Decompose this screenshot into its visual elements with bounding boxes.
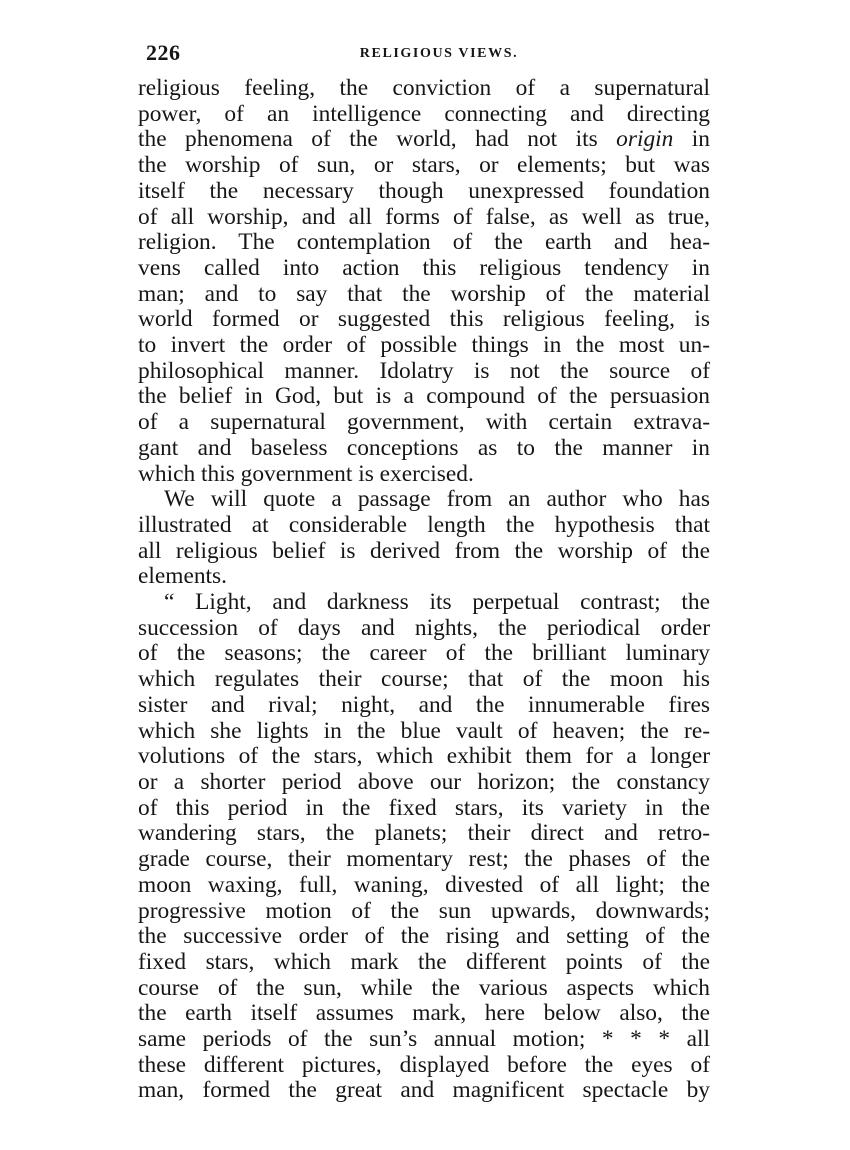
text-line: the worship of sun, or stars, or elements; but was <box>138 152 710 179</box>
text-line: or a shorter period above our horizon; the constancy <box>138 768 710 795</box>
text-line: which regulates their course; that of the moon his <box>138 666 710 693</box>
text-line: fixed stars, which mark the different points of the <box>138 948 710 975</box>
text-line: the earth itself assumes mark, here below also, the <box>138 1000 710 1027</box>
text-line: succession of days and nights, the periodical order <box>138 614 710 641</box>
text-line: course of the sun, while the various aspects which <box>138 974 710 1001</box>
text-line: We will quote a passage from an author who has <box>164 486 710 513</box>
text-line: religious feeling, the conviction of a supernatural <box>138 75 710 101</box>
text-line: progressive motion of the sun upwards, downwards; <box>138 897 710 924</box>
text-line: illustrated at considerable length the hypothesis that <box>138 511 710 538</box>
text-line: same periods of the sun’s annual motion; * * * all <box>138 1026 710 1053</box>
text-line: the successive order of the rising and setting of the <box>138 923 710 950</box>
text-line: these different pictures, displayed before the eyes of <box>138 1051 710 1078</box>
running-title: RELIGIOUS VIEWS. <box>359 46 519 61</box>
text-line: of this period in the fixed stars, its variety in the <box>138 794 710 821</box>
text-line: of the seasons; the career of the brilliant luminary <box>138 640 710 667</box>
text-line: to invert the order of possible things in the most un- <box>138 332 710 359</box>
text-line: sister and rival; night, and the innumerable fires <box>138 691 710 718</box>
text-line: gant and baseless conceptions as to the manner in <box>138 434 710 461</box>
book-page <box>138 38 710 1104</box>
text-line: vens called into action this religious tendency in <box>138 254 710 281</box>
text-line: “ Light, and darkness its perpetual contrast; the <box>164 589 710 616</box>
text-line: world formed or suggested this religious feeling, is <box>138 306 710 333</box>
text-line: the belief in God, but is a compound of the persuasion <box>138 383 710 410</box>
text-line: man, formed the great and magnificent spectacle by <box>138 1077 710 1104</box>
page-number: 226 <box>146 40 181 65</box>
text-line: grade course, their momentary rest; the phases of the <box>138 846 710 873</box>
text-line: the phenomena of the world, had not its origin in <box>138 126 710 153</box>
text-line: man; and to say that the worship of the material <box>138 280 710 307</box>
text-line: which this government is exercised. <box>138 460 474 487</box>
text-line: religion. The contemplation of the earth and hea- <box>138 229 710 256</box>
text-line: volutions of the stars, which exhibit them for a longer <box>138 743 710 770</box>
text-line: which she lights in the blue vault of heaven; the re- <box>138 717 710 744</box>
running-head <box>138 38 710 68</box>
text-line: of all worship, and all forms of false, as well as true, <box>138 203 710 230</box>
quotation-paragraph <box>138 590 710 1104</box>
emphasis-word: origin <box>616 126 674 153</box>
text-line: philosophical manner. Idolatry is not the source of <box>138 357 710 384</box>
text-line: itself the necessary though unexpressed foundation <box>138 177 710 204</box>
text-line: wandering stars, the planets; their direct and retro- <box>138 820 710 847</box>
text-line: moon waxing, full, waning, divested of all light; the <box>138 871 710 898</box>
paragraph <box>138 76 710 487</box>
paragraph <box>138 487 710 590</box>
text-line: all religious belief is derived from the worship of the <box>138 537 710 564</box>
body-text <box>138 76 710 1104</box>
text-line: elements. <box>138 563 227 590</box>
text-line: power, of an intelligence connecting and directing <box>138 100 710 127</box>
text-line: of a supernatural government, with certain extrava- <box>138 409 710 436</box>
